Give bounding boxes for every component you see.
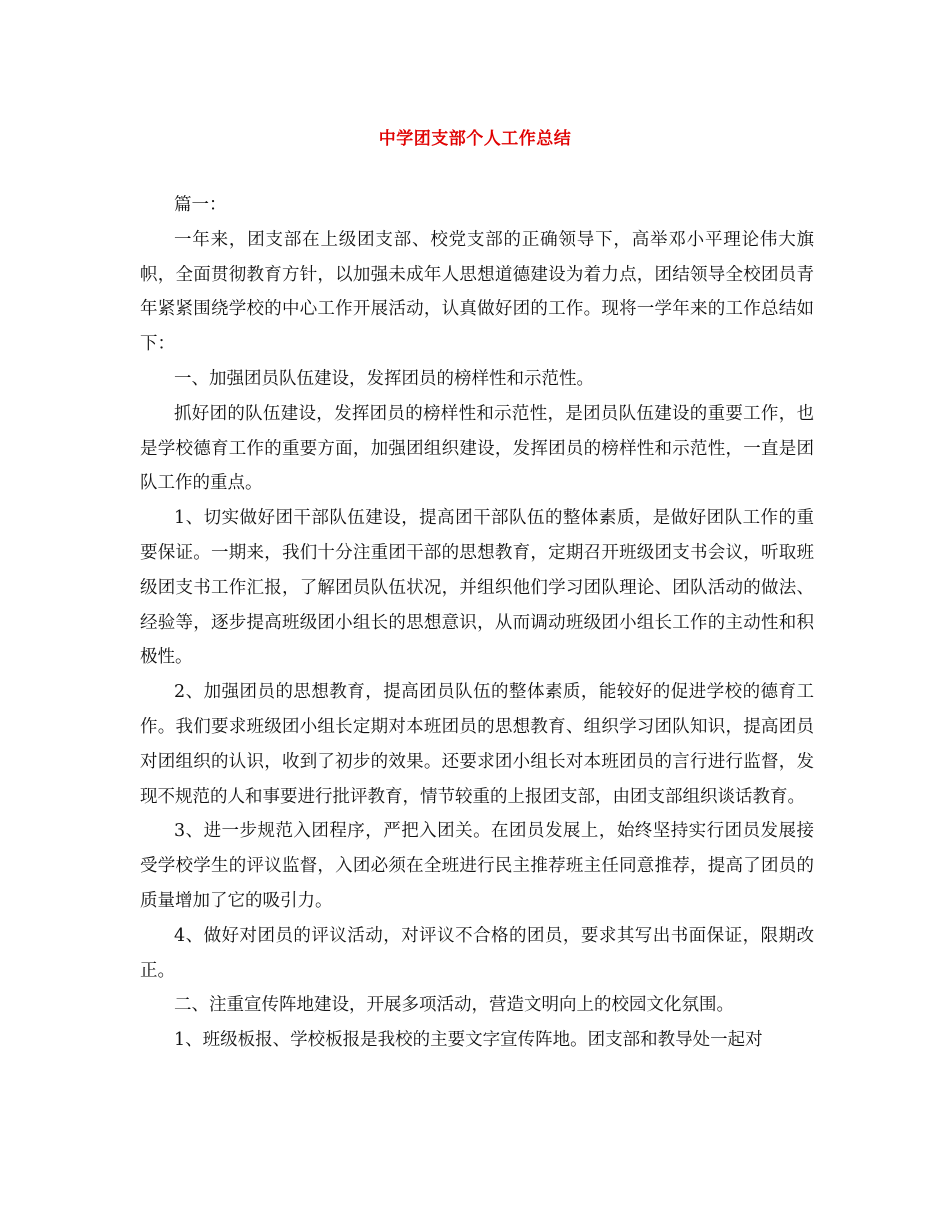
paragraph: 3、进一步规范入团程序，严把入团关。在团员发展上，始终坚持实行团员发展接受学校学生的评议监督，入团必须在全班进行民主推荐班主任同意推荐，提高了团员的质量增加了它的吸引力。 bbox=[140, 821, 814, 911]
document-body bbox=[140, 188, 814, 1058]
paragraph: 1、切实做好团干部队伍建设，提高团干部队伍的整体素质，是做好团队工作的重要保证。一期来，我们十分注重团干部的思想教育，定期召开班级团支书会议，听取班级团支书工作汇报，了解团员队伍状况，并组织他们学习团队理论、团队活动的做法、经验等，逐步提高班级团小组长的思想意识，从而调动班级团小组长工作的主动性和积极性。 bbox=[140, 508, 814, 668]
paragraph: 抓好团的队伍建设，发挥团员的榜样性和示范性，是团员队伍建设的重要工作，也是学校德育工作的重要方面，加强团组织建设，发挥团员的榜样性和示范性，一直是团队工作的重点。 bbox=[140, 403, 814, 494]
paragraph: 一年来，团支部在上级团支部、校党支部的正确领导下，高举邓小平理论伟大旗帜，全面贯彻教育方针，以加强未成年人思想道德建设为着力点，团结领导全校团员青年紧紧围绕学校的中心工作开展活动，认真做好团的工作。现将一学年来的工作总结如下： bbox=[140, 229, 814, 355]
paragraph: 1、班级板报、学校板报是我校的主要文字宣传阵地。团支部和教导处一起对 bbox=[174, 1030, 763, 1051]
paragraph: 2、加强团员的思想教育，提高团员队伍的整体素质，能较好的促进学校的德育工作。我们要求班级团小组长定期对本班团员的思想教育、组织学习团队知识，提高团员对团组织的认识，收到了初步的效果。还要求团小组长对本班团员的言行进行监督，发现不规范的人和事要进行批评教育，情节较重的上报团支部，由团支部组织谈话教育。 bbox=[140, 682, 814, 807]
section-heading: 二、注重宣传阵地建设，开展多项活动，营造文明向上的校园文化氛围。 bbox=[174, 995, 734, 1016]
paragraph-section-label: 篇一： bbox=[174, 195, 227, 215]
document-title: 中学团支部个人工作总结 bbox=[378, 129, 572, 149]
paragraph: 4、做好对团员的评议活动，对评议不合格的团员，要求其写出书面保证，限期改正。 bbox=[140, 925, 814, 981]
section-heading: 一、加强团员队伍建设，发挥团员的榜样性和示范性。 bbox=[174, 368, 594, 389]
